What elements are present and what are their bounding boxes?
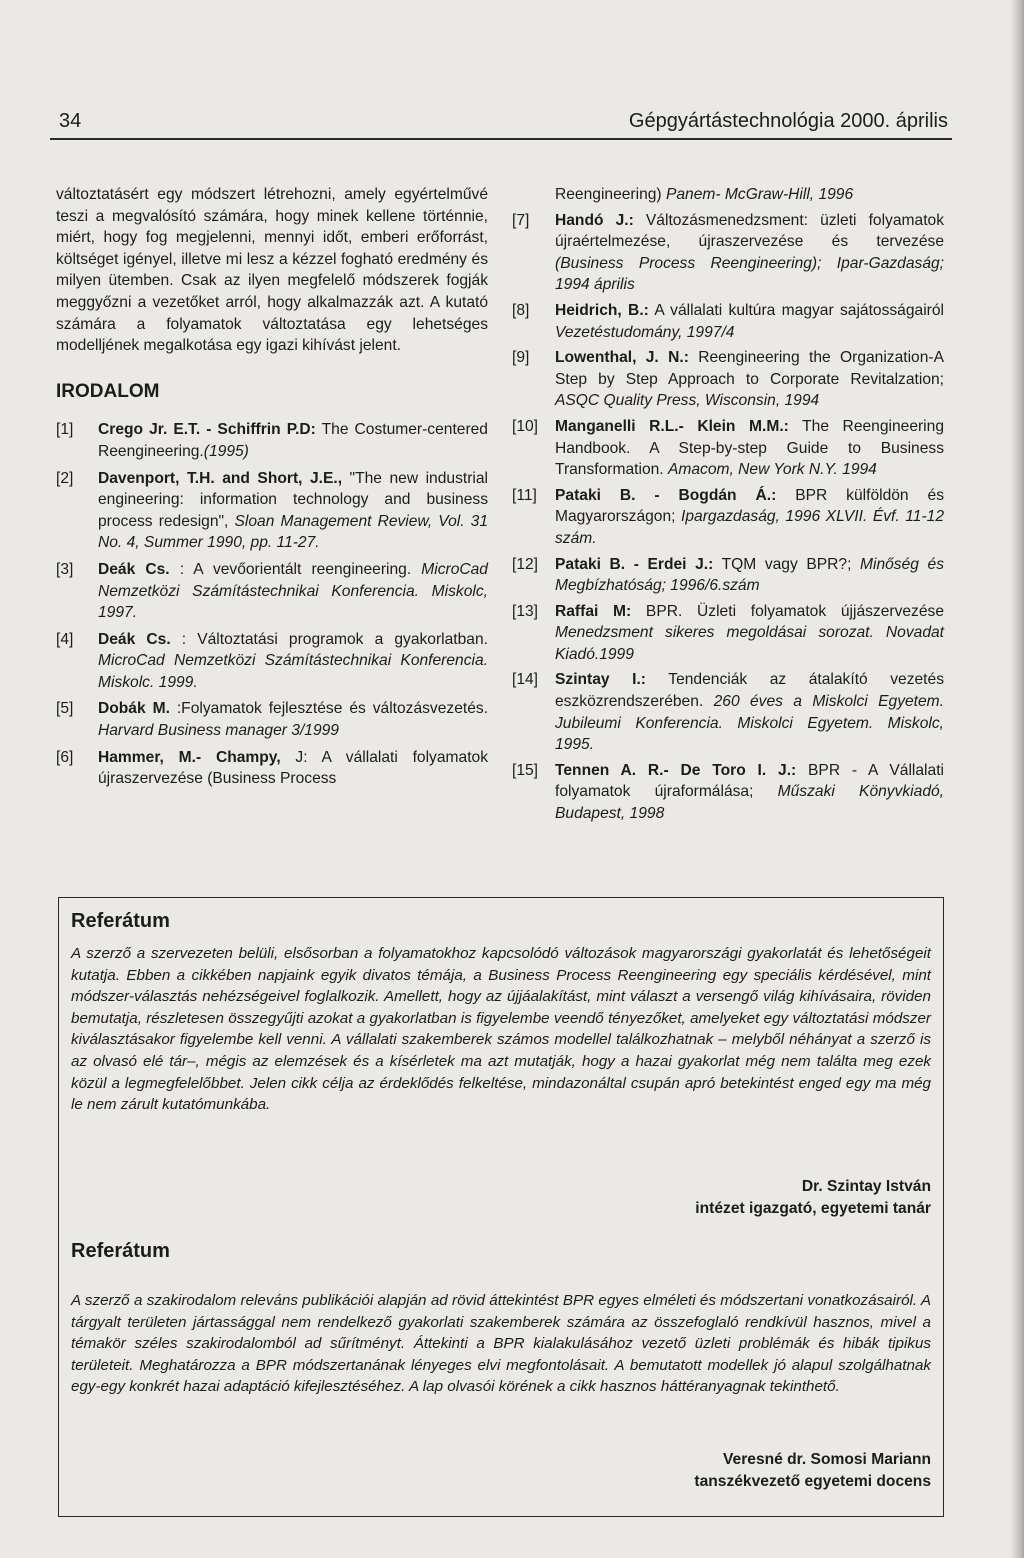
- reference-item: [512, 760, 944, 825]
- reference-author: Deák Cs.: [98, 630, 171, 648]
- reference-author: Hammer, M.- Champy,: [98, 748, 281, 766]
- reference-author: Szintay I.:: [555, 671, 647, 689]
- referatum-title-1: Referátum: [71, 910, 170, 932]
- reference-author: Deák Cs.: [98, 560, 170, 578]
- referatum-text-2: A szerző a szakirodalom releváns publikációi alapján ad rövid áttekintést BPR egyes elméleti és módszertani vonatkozásairól. A tárgyalt területen jártassággal nem rendelkező gyakorlati szakemberek számára az összefoglaló rendkívül hasznos, mivel a témakör széles szakirodalomból ad sűrítményt. Áttekinti a BPR kialakulásához vezető üzleti problémák és hibák tipikus területeit. Meghatározza a BPR módszertanának lényeges elvi megfontolásait. A bemutatott modellek jó alapul szolgálhatnak egy-egy konkrét hazai adaptáció kifejlesztéséhez. A lap olvasói körének a cikk hasznos háttéranyagnak tekinthető.: [71, 1292, 931, 1396]
- reference-author: Manganelli R.L.- Klein M.M.:: [555, 417, 789, 435]
- page-edge-shadow: [1010, 0, 1024, 1558]
- reference-publication: Minőség és Megbízhatóság; 1996/6.szám: [555, 555, 944, 595]
- reference-item: [56, 698, 488, 741]
- reference-number: [5]: [56, 700, 74, 718]
- reference-list-right: [512, 210, 944, 829]
- reference-author: Pataki B. - Bogdán Á.:: [555, 486, 777, 504]
- reference-number: [2]: [56, 469, 74, 487]
- reference-item: [512, 669, 944, 755]
- left-column: [56, 184, 488, 790]
- page-header: [50, 104, 952, 140]
- reference-text: BPR. Üzleti folyamatok újjászervezése: [631, 602, 944, 620]
- reference-text: :Folyamatok fejlesztése és változásvezetés.: [169, 700, 489, 718]
- reference-item: [512, 210, 944, 296]
- reference-author: Raffai M:: [555, 602, 632, 620]
- reference-publication: Panem- McGraw-Hill, 1996: [665, 186, 854, 203]
- page-number: 34: [59, 110, 82, 132]
- reference-number: [1]: [56, 421, 74, 439]
- reference-number: [10]: [512, 417, 539, 435]
- reference-number: [9]: [512, 349, 530, 367]
- referatum-signature-1: [695, 1176, 931, 1219]
- reference-text: : A vevőorientált reengineering.: [169, 560, 422, 578]
- reference-author: Pataki B. - Erdei J.:: [555, 555, 714, 573]
- signature-name: Veresné dr. Somosi Mariann: [723, 1451, 931, 1468]
- reference-publication: (Business Process Reengineering); Ipar-Gazdaság; 1994 április: [555, 254, 944, 294]
- referatum-title-2: Referátum: [71, 1240, 170, 1262]
- reference-text: TQM vagy BPR?;: [713, 555, 860, 573]
- reference-item: [512, 416, 944, 481]
- reference-number: [3]: [56, 560, 74, 578]
- reference-number: [14]: [512, 671, 539, 689]
- reference-item: [512, 601, 944, 666]
- reference-number: [15]: [512, 761, 539, 779]
- referatum-signature-2: [694, 1449, 931, 1492]
- reference-author: Dobák M.: [98, 700, 170, 718]
- reference-number: [7]: [512, 211, 530, 229]
- signature-title: tanszékvezető egyetemi docens: [694, 1472, 931, 1490]
- reference-number: [12]: [512, 555, 539, 573]
- signature-title: intézet igazgató, egyetemi tanár: [695, 1199, 931, 1217]
- reference-publication: Sloan Management Review, Vol. 31 No. 4, Summer 1990, pp. 11-27.: [98, 512, 488, 552]
- reference-item: [512, 347, 944, 412]
- reference-text: BPR - A Vállalati folyamatok újraformálása;: [555, 761, 944, 801]
- reference-number: [4]: [56, 630, 74, 648]
- reference-list-left: [56, 419, 488, 790]
- reference-publication: MicroCad Nemzetközi Számítástechnikai Konferencia. Miskolc. 1999.: [98, 652, 488, 691]
- reference-text: Reengineering): [555, 186, 666, 203]
- signature-name: Dr. Szintay István: [801, 1178, 931, 1195]
- reference-author: Crego Jr. E.T. - Schiffrin P.D:: [98, 421, 316, 439]
- reference-publication: MicroCad Nemzetközi Számítástechnikai Konferencia. Miskolc, 1997.: [98, 560, 488, 622]
- reference-continuation: [512, 184, 944, 206]
- reference-text: "The new industrial engineering: information technology and business process redesign",: [98, 469, 488, 530]
- referatum-text-1: A szerző a szervezeten belüli, elsősorban a folyamatokhoz kapcsolódó változások magyarországi gyakorlatát és lehetőségeit kutatja. Ebben a cikkében napjaink egyik divatos témája, a Business Process Reengineering egy speciális kérdésével, mint módszer-választás nehézségeivel foglalkozik. Amellett, hogy az újjáalakítást, mint választ a versengő világ kihívásaira, röviden bemutatja, részletesen összegyűjti azokat a gyakorlatban is figyelembe veendő tényezőket, amelyeket egy változtatási módszer kiválasztásakor figyelembe kell venni. A vállalati szakemberek számos modellel találkozhatnak – melyből néhányat a szerző is az olvasó elé tár–, mégis az elemzések és a kísérletek ma azt mutatják, hogy a hazai gyakorlat még nem találta meg ezek közül a legmegfelelőbbet. Jelen cikk célja az érdeklődés felkeltése, mindazonáltal csupán apró betekintést enged egy ma még le nem zárult kutatómunkába.: [71, 945, 931, 1114]
- reference-publication: Vezetéstudomány, 1997/4: [555, 323, 735, 341]
- reference-item: [56, 419, 488, 462]
- reference-text: Tendenciák az átalakító vezetés eszközrendszerében.: [555, 671, 944, 711]
- reference-text: Reengineering the Organization-A Step by Step Approach to Corporate Revitalzation;: [555, 349, 945, 388]
- reference-publication: 260 éves a Miskolci Egyetem. Jubileumi Konferencia. Miskolci Egyetem. Miskolc, 1995.: [555, 693, 944, 754]
- reference-item: [512, 554, 944, 597]
- reference-text: The Reengineering Handbook. A Step-by-step Guide to Business Transformation.: [555, 417, 944, 479]
- reference-publication: Műszaki Könyvkiadó, Budapest, 1998: [555, 783, 944, 823]
- reference-text: Változásmenedzsment: üzleti folyamatok újraértelmezése, újraszervezése és tervezése: [555, 211, 944, 251]
- reference-publication: Amacom, New York N.Y. 1994: [667, 461, 877, 479]
- reference-text: A vállalati kultúra magyar sajátosságairól: [648, 301, 944, 319]
- reference-item: [56, 468, 488, 554]
- reference-text: BPR külföldön és Magyarországon;: [555, 486, 944, 526]
- reference-publication: Ipargazdaság, 1996 XLVII. Évf. 11-12 szám.: [555, 508, 944, 547]
- reference-publication: Harvard Business manager 3/1999: [98, 722, 339, 740]
- reference-number: [6]: [56, 748, 74, 766]
- reference-author: Handó J.:: [555, 211, 634, 229]
- reference-publication: Menedzsment sikeres megoldásai sorozat. Novadat Kiadó.1999: [555, 624, 944, 663]
- reference-author: Tennen A. R.- De Toro I. J.:: [555, 761, 797, 779]
- body-paragraph: változtatásért egy módszert létrehozni, amely egyértelművé teszi a megvalósító számára, hogy minek kellene történnie, miért, hogy fog megjelenni, mennyi időt, emberi erőforrást, költséget igényel, illetve mi lesz a kézzel fogható eredmény és milyen ütemben. Csak az ilyen megfelelő módszerek fogják meggyőzni a vezetőket arról, hogy alkalmazzák azt. A kutató számára a folyamatok változtatása egy lehetséges modelljének megalkotása egy igazi kihívást jelent.: [56, 186, 488, 355]
- reference-text: The Costumer-centered Reengineering.: [98, 421, 488, 460]
- reference-item: [56, 747, 488, 790]
- reference-number: [11]: [512, 486, 537, 504]
- reference-author: Davenport, T.H. and Short, J.E.,: [98, 469, 343, 487]
- reference-item: [56, 629, 488, 694]
- reference-author: Heidrich, B.:: [555, 301, 649, 319]
- right-column: [512, 184, 944, 829]
- reference-text: : Változtatási programok a gyakorlatban.: [170, 630, 488, 648]
- reference-item: [512, 300, 944, 343]
- reference-number: [8]: [512, 301, 530, 319]
- journal-title: Gépgyártástechnológia 2000. április: [628, 110, 948, 132]
- reference-item: [512, 485, 944, 550]
- references-heading: IRODALOM: [56, 380, 160, 402]
- reference-number: [13]: [512, 602, 539, 620]
- reference-item: [56, 559, 488, 624]
- reference-author: Lowenthal, J. N.:: [555, 349, 689, 367]
- referatum-box: [58, 897, 944, 1517]
- reference-publication: (1995): [203, 442, 249, 460]
- reference-publication: ASQC Quality Press, Wisconsin, 1994: [555, 392, 820, 410]
- reference-text: J: A vállalati folyamatok újraszervezése (Business Process: [98, 748, 488, 788]
